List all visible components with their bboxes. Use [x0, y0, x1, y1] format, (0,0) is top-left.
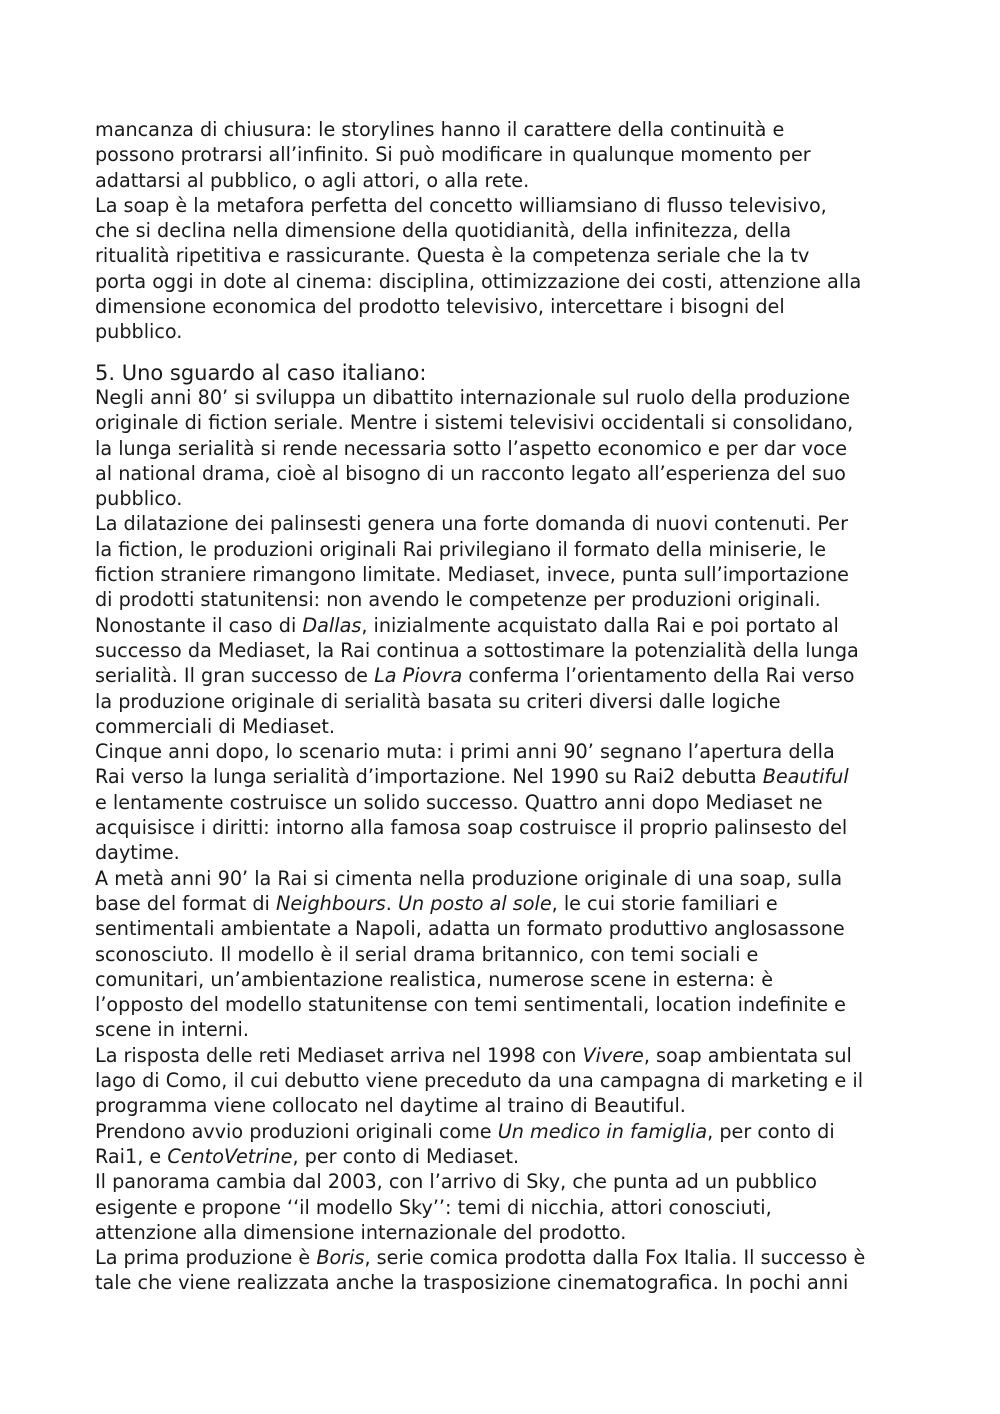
text-line	[95, 1043, 915, 1068]
text-segment: A metà anni 90’ la Rai si cimenta nella produzione originale di una soap, sulla	[95, 866, 843, 890]
text-segment: originale di fiction seriale. Mentre i sistemi televisivi occidentali si consolidano,	[95, 411, 854, 435]
text-segment: Rai verso la lunga serialità d’importazione. Nel 1990 su Rai2 debutta	[95, 765, 763, 789]
text-line	[95, 562, 915, 587]
text-segment: , per conto di Mediaset.	[292, 1144, 520, 1168]
text-line	[95, 385, 915, 410]
text-line	[95, 319, 915, 344]
text-segment: , soap ambientata sul	[643, 1043, 852, 1067]
italic-title: La Piovra	[374, 664, 463, 688]
text-line	[95, 916, 915, 941]
text-segment: La risposta delle reti Mediaset arriva nel 1998 con	[95, 1043, 583, 1067]
text-segment: programma viene collocato nel daytime al traino di Beautiful.	[95, 1094, 686, 1118]
italic-title: Un posto al sole	[397, 891, 552, 915]
italic-title: Un medico in famiglia	[497, 1119, 708, 1143]
text-line	[95, 866, 915, 891]
italic-title: Vivere	[582, 1043, 644, 1067]
text-line	[95, 269, 915, 294]
text-line	[95, 1195, 915, 1220]
text-segment: lago di Como, il cui debutto viene preceduto da una campagna di marketing e il	[95, 1069, 864, 1093]
text-segment: tale che viene realizzata anche la trasposizione cinematografica. In pochi anni	[95, 1271, 849, 1295]
text-segment: di prodotti statunitensi: non avendo le competenze per produzioni originali.	[95, 588, 821, 612]
text-segment: successo da Mediaset, la Rai continua a sottostimare la potenzialità della lunga	[95, 638, 859, 662]
text-line	[95, 992, 915, 1017]
text-segment: acquisisce i diritti: intorno alla famosa soap costruisce il proprio palinsesto del	[95, 816, 848, 840]
text-segment: ritualità ripetitiva e rassicurante. Questa è la competenza seriale che la tv	[95, 244, 810, 268]
text-line	[95, 294, 915, 319]
text-line	[95, 1017, 915, 1042]
text-segment: Nonostante il caso di	[95, 613, 303, 637]
text-segment: la fiction, le produzioni originali Rai privilegiano il formato della miniserie, le	[95, 537, 826, 561]
text-segment: attenzione alla dimensione internazionale del prodotto.	[95, 1220, 627, 1244]
text-line	[95, 142, 915, 167]
text-line	[95, 218, 915, 243]
text-segment: possono protrarsi all’infinito. Si può modificare in qualunque momento per	[95, 143, 811, 167]
text-line	[95, 891, 915, 916]
text-segment: Cinque anni dopo, lo scenario muta: i primi anni 90’ segnano l’apertura della	[95, 740, 835, 764]
text-line	[95, 942, 915, 967]
text-segment: daytime.	[95, 841, 180, 865]
text-segment: la produzione originale di serialità basata su criteri diversi dalle logiche	[95, 689, 781, 713]
text-line	[95, 1220, 915, 1245]
text-line	[95, 537, 915, 562]
text-line	[95, 410, 915, 435]
text-line	[95, 436, 915, 461]
text-segment: sentimentali ambientate a Napoli, adatta un formato produttivo anglosassone	[95, 917, 845, 941]
text-segment: Prendono avvio produzioni originali come	[95, 1119, 498, 1143]
text-line	[95, 1068, 915, 1093]
text-line	[95, 587, 915, 612]
text-line	[95, 1144, 915, 1169]
text-line	[95, 638, 915, 663]
text-segment: , le cui storie familiari e	[551, 891, 778, 915]
text-line	[95, 1245, 915, 1270]
text-line	[95, 714, 915, 739]
text-segment: .	[385, 891, 398, 915]
text-segment: La dilatazione dei palinsesti genera una forte domanda di nuovi contenuti. Per	[95, 512, 848, 536]
text-segment: l’opposto del modello statunitense con temi sentimentali, location indefinite e	[95, 993, 846, 1017]
text-segment: commerciali di Mediaset.	[95, 714, 336, 738]
text-segment: , inizialmente acquistato dalla Rai e poi portato al	[361, 613, 839, 637]
text-line	[95, 1169, 915, 1194]
text-segment: base del format di	[95, 891, 276, 915]
text-line	[95, 117, 915, 142]
text-line	[95, 168, 915, 193]
text-line	[95, 689, 915, 714]
text-segment: Negli anni 80’ si sviluppa un dibattito internazionale sul ruolo della produzione	[95, 386, 851, 409]
text-line	[95, 840, 915, 865]
text-segment: la lunga serialità si rende necessaria sotto l’aspetto economico e per dar voce	[95, 436, 848, 460]
text-line	[95, 511, 915, 536]
text-line	[95, 790, 915, 815]
text-segment: dimensione economica del prodotto televisivo, intercettare i bisogni del	[95, 295, 785, 319]
text-segment: sconosciuto. Il modello è il serial drama britannico, con temi sociali e	[95, 942, 759, 966]
text-line	[95, 613, 915, 638]
text-segment: e lentamente costruisce un solido successo. Quattro anni dopo Mediaset ne	[95, 790, 823, 814]
text-line	[95, 967, 915, 992]
text-line	[95, 764, 915, 789]
text-segment: porta oggi in dote al cinema: disciplina, ottimizzazione dei costi, attenzione alla	[95, 269, 862, 293]
text-line	[95, 486, 915, 511]
text-line	[95, 1093, 915, 1118]
text-segment: adattarsi al pubblico, o agli attori, o alla rete.	[95, 168, 530, 192]
text-segment: conferma l’orientamento della Rai verso	[462, 664, 855, 688]
text-line	[95, 193, 915, 218]
text-line	[95, 815, 915, 840]
text-segment: La soap è la metafora perfetta del concetto williamsiano di flusso televisivo,	[95, 193, 827, 217]
italic-title: Boris	[316, 1246, 365, 1270]
text-segment: Il panorama cambia dal 2003, con l’arrivo di Sky, che punta ad un pubblico	[95, 1170, 817, 1194]
text-segment: Rai1, e	[95, 1144, 168, 1168]
section-body	[95, 385, 915, 1296]
italic-title: Neighbours	[275, 891, 386, 915]
text-segment: pubblico.	[95, 487, 183, 511]
section-heading: 5. Uno sguardo al caso italiano:	[95, 361, 427, 385]
text-segment: che si declina nella dimensione della quotidianità, della infinitezza, della	[95, 219, 792, 243]
text-line	[95, 461, 915, 486]
text-segment: La prima produzione è	[95, 1246, 317, 1270]
text-line	[95, 739, 915, 764]
text-segment: al national drama, cioè al bisogno di un racconto legato all’esperienza del suo	[95, 461, 846, 485]
text-segment: esigente e propone ‘‘il modello Sky’’: temi di nicchia, attori conosciuti,	[95, 1195, 772, 1219]
intro-paragraph	[95, 117, 915, 345]
text-segment: comunitari, un’ambientazione realistica, numerose scene in esterna: è	[95, 967, 774, 991]
text-line	[95, 1270, 915, 1295]
text-segment: serialità. Il gran successo de	[95, 664, 375, 688]
italic-title: CentoVetrine	[167, 1144, 293, 1168]
text-segment: , serie comica prodotta dalla Fox Italia. Il successo è	[364, 1246, 866, 1270]
text-segment: , per conto di	[707, 1119, 835, 1143]
text-line	[95, 663, 915, 688]
text-segment: scene in interni.	[95, 1018, 249, 1042]
text-line	[95, 243, 915, 268]
text-segment: pubblico.	[95, 320, 183, 344]
italic-title: Beautiful	[762, 765, 849, 789]
text-segment: mancanza di chiusura: le storylines hanno il carattere della continuità e	[95, 118, 785, 141]
text-segment: fiction straniere rimangono limitate. Mediaset, invece, punta sull’importazione	[95, 563, 849, 587]
italic-title: Dallas	[302, 613, 362, 637]
text-line	[95, 1119, 915, 1144]
